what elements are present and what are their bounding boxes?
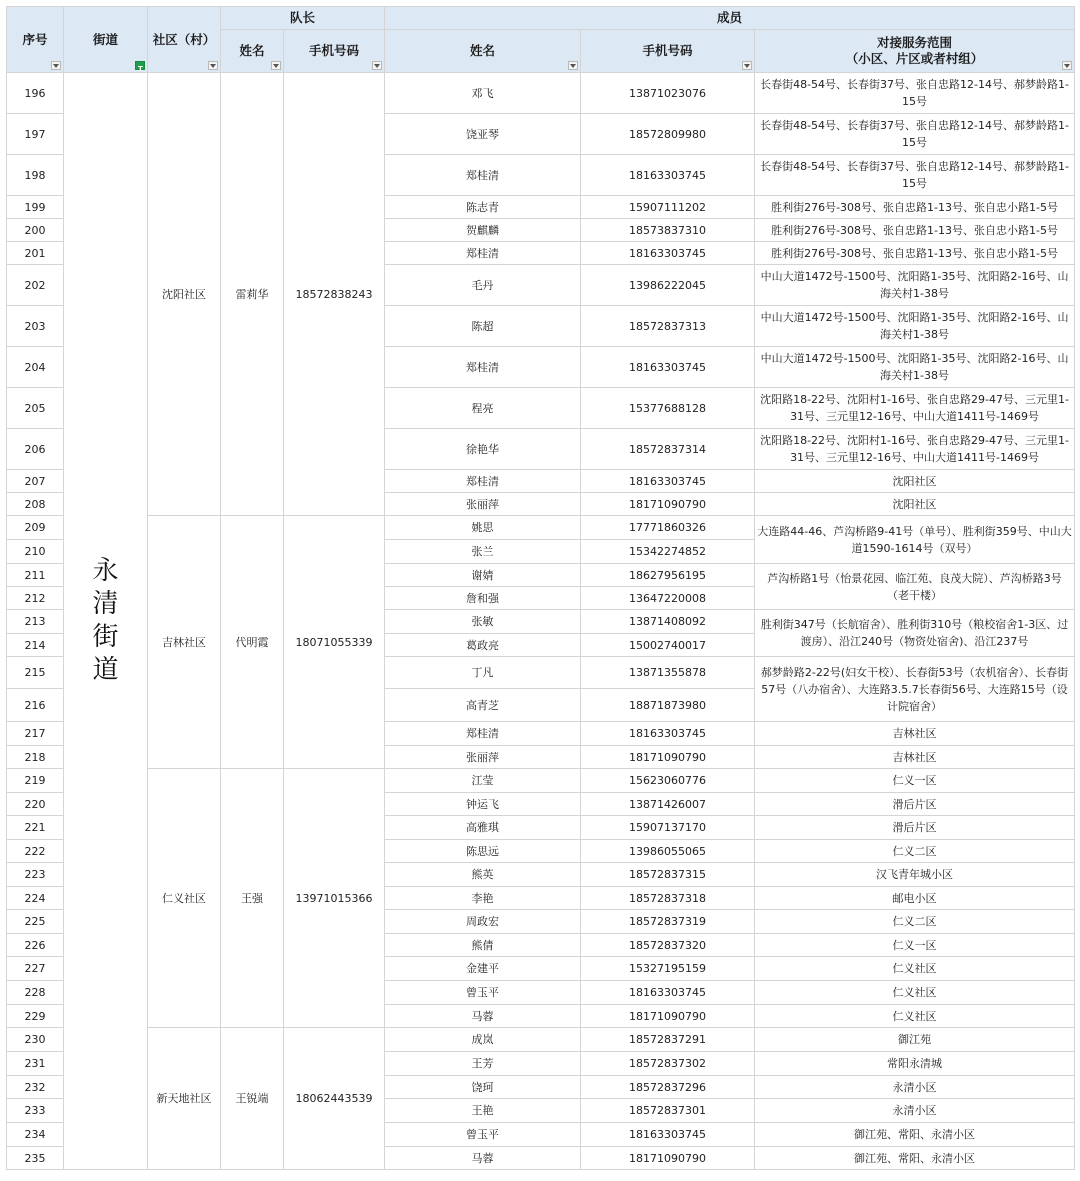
member-name: 陈思远 <box>385 840 581 863</box>
member-name: 张丽萍 <box>385 493 581 516</box>
row-seq: 229 <box>7 1005 64 1028</box>
row-seq: 222 <box>7 840 64 863</box>
service-scope: 永清小区 <box>755 1076 1075 1099</box>
row-seq: 203 <box>7 306 64 347</box>
member-name: 詹和强 <box>385 587 581 610</box>
service-scope: 胜利街347号（长航宿舍）、胜利街310号（粮校宿舍1-3区、过渡房）、沿江240号（物资处宿舍)、沿江237号 <box>755 610 1075 657</box>
filter-dropdown-icon[interactable] <box>51 61 61 70</box>
filter-dropdown-icon[interactable] <box>372 61 382 70</box>
member-phone: 18572837314 <box>581 429 755 470</box>
member-name: 熊倩 <box>385 934 581 957</box>
member-name: 李艳 <box>385 887 581 910</box>
community-name: 仁义社区 <box>148 769 221 1028</box>
member-name: 陈超 <box>385 306 581 347</box>
row-seq: 230 <box>7 1028 64 1052</box>
member-phone: 13871408092 <box>581 610 755 634</box>
row-seq: 207 <box>7 470 64 493</box>
service-scope: 沈阳社区 <box>755 470 1075 493</box>
service-scope: 芦沟桥路1号（怡景花园、临江苑、良茂大院）、芦沟桥路3号（老干楼） <box>755 564 1075 610</box>
captain-name: 雷莉华 <box>221 73 284 516</box>
member-name: 毛丹 <box>385 265 581 306</box>
header-captain-group: 队长 <box>221 7 385 30</box>
row-seq: 201 <box>7 242 64 265</box>
member-phone: 15342274852 <box>581 540 755 564</box>
member-name: 葛政亮 <box>385 634 581 657</box>
member-phone: 18572837320 <box>581 934 755 957</box>
community-name: 吉林社区 <box>148 516 221 769</box>
member-name: 郑桂清 <box>385 722 581 746</box>
service-scope: 胜利街276号-308号、张自忠路1-13号、张自忠小路1-5号 <box>755 196 1075 219</box>
member-name: 张丽萍 <box>385 746 581 769</box>
member-phone: 15002740017 <box>581 634 755 657</box>
member-phone: 18572837301 <box>581 1099 755 1123</box>
member-phone: 18163303745 <box>581 981 755 1005</box>
member-name: 丁凡 <box>385 657 581 689</box>
filter-active-icon[interactable] <box>135 61 145 70</box>
row-seq: 206 <box>7 429 64 470</box>
header-street: 街道 T <box>64 7 148 73</box>
service-scope: 中山大道1472号-1500号、沈阳路1-35号、沈阳路2-16号、山海关村1-38号 <box>755 347 1075 388</box>
row-seq: 205 <box>7 388 64 429</box>
member-phone: 17771860326 <box>581 516 755 540</box>
service-scope: 大连路44-46、芦沟桥路9-41号（单号）、胜利街359号、中山大道1590-1614号（双号） <box>755 516 1075 564</box>
row-seq: 209 <box>7 516 64 540</box>
header-scope: 对接服务范围 （小区、片区或者村组） <box>755 30 1075 73</box>
member-phone: 13986222045 <box>581 265 755 306</box>
captain-name: 王锐端 <box>221 1028 284 1170</box>
member-name: 邓飞 <box>385 73 581 114</box>
member-name: 姚思 <box>385 516 581 540</box>
service-scope: 仁义社区 <box>755 981 1075 1005</box>
member-phone: 18163303745 <box>581 155 755 196</box>
service-scope: 长春街48-54号、长春街37号、张自忠路12-14号、郝梦龄路1-15号 <box>755 114 1075 155</box>
row-seq: 227 <box>7 957 64 981</box>
member-name: 郑桂清 <box>385 470 581 493</box>
service-scope: 郝梦龄路2-22号(妇女干校）、长春街53号（农机宿舍）、长春街57号（八办宿舍）、大连路3.5.7长春街56号、大连路15号（设计院宿舍） <box>755 657 1075 722</box>
member-name: 谢婧 <box>385 564 581 587</box>
service-scope: 仁义一区 <box>755 934 1075 957</box>
row-seq: 213 <box>7 610 64 634</box>
row-seq: 225 <box>7 910 64 934</box>
table-row <box>7 769 1075 793</box>
row-seq: 216 <box>7 689 64 722</box>
member-phone: 15907111202 <box>581 196 755 219</box>
member-phone: 15327195159 <box>581 957 755 981</box>
member-name: 郑桂清 <box>385 347 581 388</box>
service-scope: 永清小区 <box>755 1099 1075 1123</box>
member-name: 周政宏 <box>385 910 581 934</box>
member-phone: 18573837310 <box>581 219 755 242</box>
header-captain-phone: 手机号码 <box>284 30 385 73</box>
service-scope: 御江苑、常阳、永清小区 <box>755 1123 1075 1147</box>
header-seq: 序号 <box>7 7 64 73</box>
member-phone: 18572837291 <box>581 1028 755 1052</box>
member-phone: 18572837318 <box>581 887 755 910</box>
row-seq: 226 <box>7 934 64 957</box>
data-table <box>6 6 1075 1170</box>
row-seq: 232 <box>7 1076 64 1099</box>
filter-dropdown-icon[interactable] <box>568 61 578 70</box>
member-name: 钟运飞 <box>385 793 581 816</box>
row-seq: 199 <box>7 196 64 219</box>
member-name: 王芳 <box>385 1052 581 1076</box>
row-seq: 204 <box>7 347 64 388</box>
service-scope: 汉飞青年城小区 <box>755 863 1075 887</box>
member-name: 饶珂 <box>385 1076 581 1099</box>
service-scope: 仁义二区 <box>755 910 1075 934</box>
member-phone: 18163303745 <box>581 1123 755 1147</box>
row-seq: 234 <box>7 1123 64 1147</box>
service-scope: 仁义社区 <box>755 957 1075 981</box>
filter-dropdown-icon[interactable] <box>1062 61 1072 70</box>
header-community: 社区（村） <box>148 7 221 73</box>
member-phone: 18163303745 <box>581 347 755 388</box>
row-seq: 208 <box>7 493 64 516</box>
street-char: 街 <box>92 622 119 652</box>
member-phone: 18171090790 <box>581 1005 755 1028</box>
member-phone: 13647220008 <box>581 587 755 610</box>
street-char: 永 <box>92 556 119 586</box>
row-seq: 228 <box>7 981 64 1005</box>
service-scope: 吉林社区 <box>755 746 1075 769</box>
service-scope: 邮电小区 <box>755 887 1075 910</box>
service-scope: 仁义社区 <box>755 1005 1075 1028</box>
member-phone: 13986055065 <box>581 840 755 863</box>
row-seq: 202 <box>7 265 64 306</box>
service-scope: 胜利街276号-308号、张自忠路1-13号、张自忠小路1-5号 <box>755 242 1075 265</box>
service-scope: 吉林社区 <box>755 722 1075 746</box>
member-name: 徐艳华 <box>385 429 581 470</box>
row-seq: 224 <box>7 887 64 910</box>
captain-name: 王强 <box>221 769 284 1028</box>
member-phone: 15907137170 <box>581 816 755 840</box>
service-scope: 长春街48-54号、长春街37号、张自忠路12-14号、郝梦龄路1-15号 <box>755 155 1075 196</box>
member-phone: 18171090790 <box>581 746 755 769</box>
street-char: 道 <box>92 655 119 685</box>
member-name: 曾玉平 <box>385 981 581 1005</box>
member-phone: 18171090790 <box>581 1147 755 1170</box>
row-seq: 215 <box>7 657 64 689</box>
member-name: 饶亚琴 <box>385 114 581 155</box>
member-phone: 18572837302 <box>581 1052 755 1076</box>
member-phone: 13871355878 <box>581 657 755 689</box>
member-name: 贺麒麟 <box>385 219 581 242</box>
member-phone: 15623060776 <box>581 769 755 793</box>
member-name: 高青芝 <box>385 689 581 722</box>
member-name: 郑桂清 <box>385 242 581 265</box>
member-phone: 18572837315 <box>581 863 755 887</box>
community-name: 新天地社区 <box>148 1028 221 1170</box>
member-phone: 13871023076 <box>581 73 755 114</box>
row-seq: 200 <box>7 219 64 242</box>
member-phone: 18572837313 <box>581 306 755 347</box>
header-member-group: 成员 <box>385 7 1075 30</box>
service-scope: 沈阳社区 <box>755 493 1075 516</box>
table-body <box>7 73 1075 1170</box>
street-char: 清 <box>92 589 119 619</box>
service-scope: 滑后片区 <box>755 816 1075 840</box>
service-scope: 胜利街276号-308号、张自忠路1-13号、张自忠小路1-5号 <box>755 219 1075 242</box>
captain-phone: 13971015366 <box>284 769 385 1028</box>
service-scope: 沈阳路18-22号、沈阳村1-16号、张自忠路29-47号、三元里1-31号、三元里12-16号、中山大道1411号-1469号 <box>755 429 1075 470</box>
member-phone: 18572837296 <box>581 1076 755 1099</box>
service-scope: 中山大道1472号-1500号、沈阳路1-35号、沈阳路2-16号、山海关村1-38号 <box>755 265 1075 306</box>
service-scope: 御江苑 <box>755 1028 1075 1052</box>
row-seq: 217 <box>7 722 64 746</box>
member-phone: 18871873980 <box>581 689 755 722</box>
filter-dropdown-icon[interactable] <box>742 61 752 70</box>
member-phone: 13871426007 <box>581 793 755 816</box>
member-phone: 18171090790 <box>581 493 755 516</box>
header-captain-name: 姓名 <box>221 30 284 73</box>
filter-dropdown-icon[interactable] <box>271 61 281 70</box>
row-seq: 197 <box>7 114 64 155</box>
community-name: 沈阳社区 <box>148 73 221 516</box>
member-name: 江莹 <box>385 769 581 793</box>
row-seq: 223 <box>7 863 64 887</box>
member-name: 张敏 <box>385 610 581 634</box>
header-member-name: 姓名 <box>385 30 581 73</box>
row-seq: 221 <box>7 816 64 840</box>
member-name: 张兰 <box>385 540 581 564</box>
table-row <box>7 1028 1075 1052</box>
member-name: 熊英 <box>385 863 581 887</box>
row-seq: 214 <box>7 634 64 657</box>
member-name: 曾玉平 <box>385 1123 581 1147</box>
table-row <box>7 73 1075 114</box>
service-scope: 仁义一区 <box>755 769 1075 793</box>
service-scope: 长春街48-54号、长春街37号、张自忠路12-14号、郝梦龄路1-15号 <box>755 73 1075 114</box>
member-phone: 15377688128 <box>581 388 755 429</box>
service-scope: 沈阳路18-22号、沈阳村1-16号、张自忠路29-47号、三元里1-31号、三元里12-16号、中山大道1411号-1469号 <box>755 388 1075 429</box>
row-seq: 231 <box>7 1052 64 1076</box>
row-seq: 235 <box>7 1147 64 1170</box>
service-scope: 滑后片区 <box>755 793 1075 816</box>
row-seq: 218 <box>7 746 64 769</box>
row-seq: 211 <box>7 564 64 587</box>
service-scope: 常阳永清城 <box>755 1052 1075 1076</box>
row-seq: 210 <box>7 540 64 564</box>
member-name: 程亮 <box>385 388 581 429</box>
row-seq: 198 <box>7 155 64 196</box>
row-seq: 196 <box>7 73 64 114</box>
captain-phone: 18062443539 <box>284 1028 385 1170</box>
row-seq: 212 <box>7 587 64 610</box>
service-scope: 御江苑、常阳、永清小区 <box>755 1147 1075 1170</box>
row-seq: 233 <box>7 1099 64 1123</box>
filter-dropdown-icon[interactable] <box>208 61 218 70</box>
street-cell <box>64 73 148 1170</box>
captain-name: 代明霞 <box>221 516 284 769</box>
member-name: 郑桂清 <box>385 155 581 196</box>
header-member-phone: 手机号码 <box>581 30 755 73</box>
captain-phone: 18071055339 <box>284 516 385 769</box>
row-seq: 220 <box>7 793 64 816</box>
member-phone: 18163303745 <box>581 242 755 265</box>
row-seq: 219 <box>7 769 64 793</box>
captain-phone: 18572838243 <box>284 73 385 516</box>
member-name: 成岚 <box>385 1028 581 1052</box>
member-name: 陈志青 <box>385 196 581 219</box>
service-scope: 仁义二区 <box>755 840 1075 863</box>
table-row <box>7 516 1075 540</box>
member-name: 王艳 <box>385 1099 581 1123</box>
member-name: 马蓉 <box>385 1147 581 1170</box>
member-name: 马蓉 <box>385 1005 581 1028</box>
member-phone: 18163303745 <box>581 470 755 493</box>
member-name: 高雅琪 <box>385 816 581 840</box>
member-phone: 18627956195 <box>581 564 755 587</box>
service-scope: 中山大道1472号-1500号、沈阳路1-35号、沈阳路2-16号、山海关村1-38号 <box>755 306 1075 347</box>
member-phone: 18163303745 <box>581 722 755 746</box>
member-phone: 18572809980 <box>581 114 755 155</box>
member-name: 金建平 <box>385 957 581 981</box>
member-phone: 18572837319 <box>581 910 755 934</box>
